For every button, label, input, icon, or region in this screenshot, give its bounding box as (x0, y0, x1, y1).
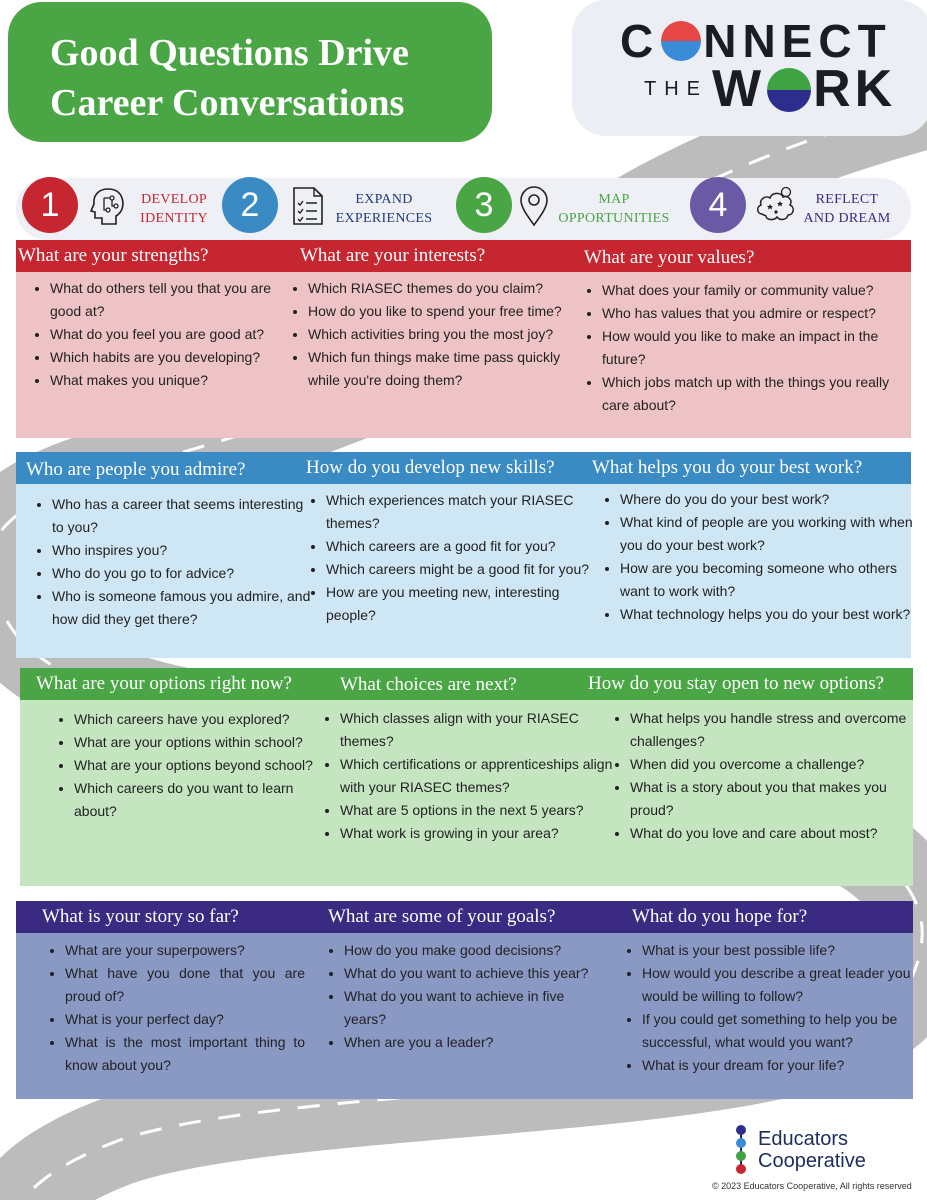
values-list (582, 279, 902, 417)
logo-the-work: THEW RK (644, 60, 897, 118)
header-strengths: What are your strengths? (18, 245, 209, 266)
list-item: • How are you becoming someone who others want to work with? (620, 557, 914, 603)
admire-list (32, 493, 318, 631)
title-line-1: Good Questions Drive (50, 32, 409, 74)
best-work-list (600, 488, 914, 626)
list-item: • How do you make good decisions? (344, 939, 600, 962)
strengths-list (30, 277, 290, 392)
step-3-number: 3 (456, 177, 512, 233)
educators-cooperative-logo (732, 1124, 912, 1180)
list-item: • What are your options within school? (74, 731, 324, 754)
list-item: • What does your family or community value? (602, 279, 902, 302)
list-item: • What do others tell you that you are good at? (50, 277, 290, 323)
list-item: • What are your options beyond school? (74, 754, 324, 777)
interests-list (288, 277, 580, 392)
list-item: • Which careers might be a good fit for you? (326, 558, 594, 581)
section-3-header (20, 668, 913, 700)
list-item: • Which RIASEC themes do you claim? (308, 277, 580, 300)
list-item: • Which careers are a good fit for you? (326, 535, 594, 558)
list-item: • Which certifications or apprenticeships align with your RIASEC themes? (340, 753, 622, 799)
list-item: • What is the most important thing to know about you? (65, 1031, 305, 1077)
list-item: • How would you describe a great leader you would be willing to follow? (642, 962, 924, 1008)
page-title (50, 28, 409, 128)
list-item: • Where do you do your best work? (620, 488, 914, 511)
step-3-label: MAP OPPORTUNITIES (558, 192, 670, 226)
section-reflect-and-dream (16, 901, 913, 1099)
list-item: • When did you overcome a challenge? (630, 753, 920, 776)
header-goals: What are some of your goals? (328, 906, 556, 927)
list-item: • What do you love and care about most? (630, 822, 920, 845)
header-interests: What are your interests? (300, 245, 486, 266)
list-item: • What are your superpowers? (65, 939, 305, 962)
list-item: • Who has a career that seems interesting to you? (52, 493, 318, 539)
list-item: • How do you like to spend your free time? (308, 300, 580, 323)
list-item: • What is your perfect day? (65, 1008, 305, 1031)
choices-next-list (320, 707, 622, 845)
logo-connect: C NNECT (620, 15, 892, 67)
step-1-number: 1 (22, 177, 78, 233)
list-item: • What kind of people are you working with when you do your best work? (620, 511, 914, 557)
list-item: • How would you like to make an impact in the future? (602, 325, 902, 371)
goals-list (324, 939, 600, 1054)
list-item: • What helps you handle stress and overcome challenges? (630, 707, 920, 753)
section-1-header (16, 240, 911, 272)
step-2-number: 2 (222, 177, 278, 233)
brand-line-1: Educators (758, 1128, 849, 1150)
logo-o-red-blue (661, 21, 701, 61)
options-now-list (54, 708, 324, 823)
title-banner (8, 2, 492, 142)
header-skills: How do you develop new skills? (306, 457, 555, 478)
list-item: • Which careers have you explored? (74, 708, 324, 731)
list-item: • What do you feel you are good at? (50, 323, 290, 346)
dream-cloud-icon (754, 184, 798, 228)
header-admire: Who are people you admire? (26, 459, 246, 480)
list-item: • If you could get something to help you be successful, what would you want? (642, 1008, 924, 1054)
section-2-header (16, 452, 911, 484)
header-options-now: What are your options right now? (36, 673, 292, 694)
list-item: • What are 5 options in the next 5 years? (340, 799, 622, 822)
header-stay-open: How do you stay open to new options? (588, 673, 885, 694)
list-item: • What have you done that you are proud of? (65, 962, 305, 1008)
checklist-icon (286, 184, 330, 228)
step-4-number: 4 (690, 177, 746, 233)
list-item: • Which experiences match your RIASEC themes? (326, 489, 594, 535)
copyright-text: © 2023 Educators Cooperative, All rights reserved (712, 1181, 912, 1191)
list-item: • What is your dream for your life? (642, 1054, 924, 1077)
list-item: • What technology helps you do your best work? (620, 603, 914, 626)
colored-dots-icon (732, 1124, 750, 1174)
header-hope: What do you hope for? (632, 906, 808, 927)
list-item: • Which fun things make time pass quickly while you're doing them? (308, 346, 580, 392)
list-item: • Which careers do you want to learn about? (74, 777, 324, 823)
list-item: • Who has values that you admire or respect? (602, 302, 902, 325)
section-expand-experiences (16, 452, 911, 658)
list-item: • What do you want to achieve this year? (344, 962, 600, 985)
section-map-opportunities (20, 668, 913, 886)
brand-line-2: Cooperative (758, 1150, 866, 1172)
step-2-label: EXPAND EXPERIENCES (335, 192, 433, 226)
map-pin-icon (512, 184, 556, 228)
steps-bar (16, 178, 911, 240)
story-list (45, 939, 305, 1077)
list-item: • How are you meeting new, interesting people? (326, 581, 594, 627)
hope-list (622, 939, 924, 1077)
stay-open-list (610, 707, 920, 845)
list-item: • Which activities bring you the most joy? (308, 323, 580, 346)
list-item: • What work is growing in your area? (340, 822, 622, 845)
logo-o-green-navy (767, 68, 811, 112)
list-item: • What do you want to achieve in five years? (344, 985, 600, 1031)
list-item: • What is a story about you that makes you proud? (630, 776, 920, 822)
section-develop-identity (16, 240, 911, 438)
list-item: • What makes you unique? (50, 369, 290, 392)
list-item: • When are you a leader? (344, 1031, 600, 1054)
skills-list (306, 489, 594, 627)
title-line-2: Career Conversations (50, 82, 405, 124)
list-item: • Who do you go to for advice? (52, 562, 318, 585)
connect-the-work-logo (572, 0, 927, 136)
list-item: • What is your best possible life? (642, 939, 924, 962)
list-item: • Which habits are you developing? (50, 346, 290, 369)
list-item: • Who is someone famous you admire, and how did they get there? (52, 585, 318, 631)
header-values: What are your values? (584, 247, 755, 268)
step-4-label: REFLECT AND DREAM (803, 192, 891, 226)
list-item: • Which classes align with your RIASEC themes? (340, 707, 622, 753)
header-choices-next: What choices are next? (340, 674, 517, 695)
header-story: What is your story so far? (42, 906, 239, 927)
list-item: • Which jobs match up with the things you really care about? (602, 371, 902, 417)
list-item: • Who inspires you? (52, 539, 318, 562)
step-1-label: DEVELOP IDENTITY (140, 192, 208, 226)
header-best-work: What helps you do your best work? (592, 457, 863, 478)
section-4-header (16, 901, 913, 933)
head-circuit-icon (86, 184, 130, 228)
